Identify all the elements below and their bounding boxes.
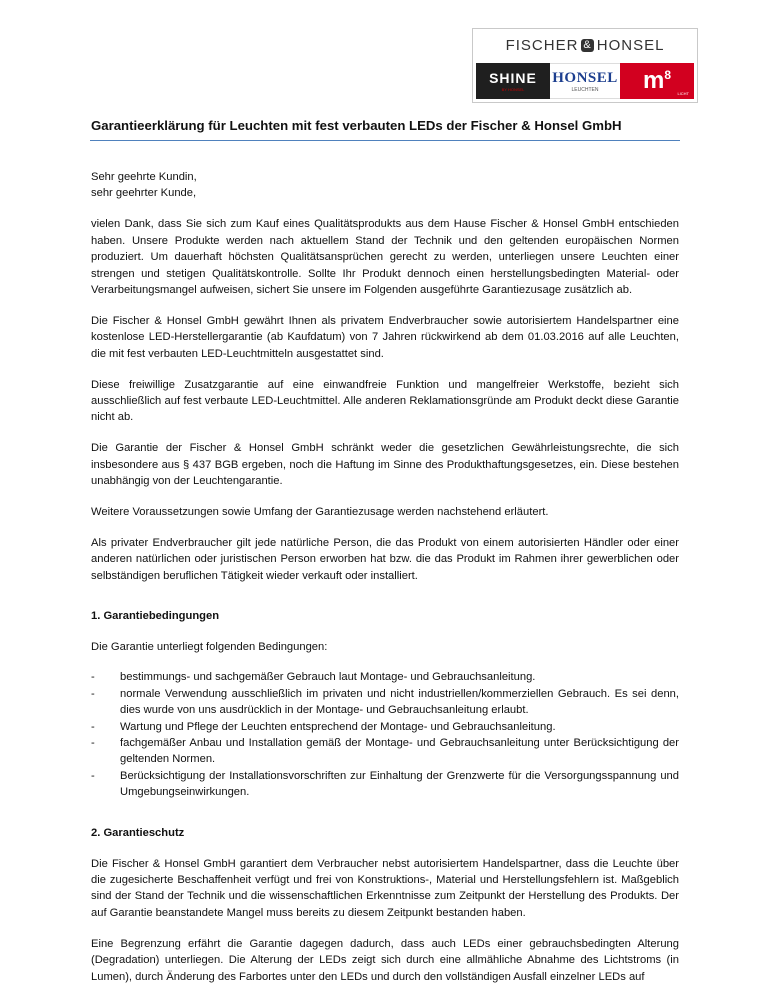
salutation-line: Sehr geehrte Kundin,: [91, 171, 197, 183]
list-item-text: Wartung und Pflege der Leuchten entsprechend der Montage- und Gebrauchsanleitung.: [120, 720, 556, 733]
list-item: [91, 719, 679, 735]
logo-text-honsel: HONSEL: [596, 36, 665, 54]
m8-logo-text: [643, 67, 671, 95]
m8-logo-superscript: 8: [664, 68, 672, 82]
salutation-line: sehr geehrter Kunde,: [91, 187, 197, 200]
document-title: Garantieerklärung für Leuchten mit fest verbauten LEDs der Fischer & Honsel GmbH: [91, 118, 622, 133]
document-body: [91, 169, 679, 985]
bullet-dash: -: [91, 720, 95, 733]
m8-logo-subtext: LICHT: [677, 91, 689, 96]
list-item-text: bestimmungs- und sachgemäßer Gebrauch laut Montage- und Gebrauchsanleitung.: [120, 671, 536, 684]
section-heading: 2. Garantieschutz: [91, 826, 185, 839]
body-paragraph: Die Fischer & Honsel GmbH garantiert dem Verbraucher nebst autorisiertem Handelspartner, dass die Leuchte über die zugesicherte Beschaffenheit verfügt und frei von Konstruktions-, Material und Herstellungsfehlern ist. Maßgeblich sind der Stand der Technik und die wissenschaftlichen Erkenntnisse zum Zeitpunkt der Herstellung des Produkts. Der auf Garantie beanstandete Mangel muss bereits zu diesem Zeitpunkt bestanden haben.: [91, 857, 679, 919]
logo-text-fischer: FISCHER: [505, 36, 579, 54]
list-item: [91, 669, 679, 685]
body-paragraph: Eine Begrenzung erfährt die Garantie dagegen dadurch, dass auch LEDs einer gebrauchsbedingten Alterung (Degradation) unterliegen. Die Alterung der LEDs zeigt sich durch eine allmähliche Abnahme des Lichtstroms (in Lumen), durch Änderung des Farbortes unter den LEDs und durch den vollständigen Ausfall einzelner LEDs auf: [91, 937, 679, 983]
body-paragraph: Als privater Endverbraucher gilt jede natürliche Person, die das Produkt von einem autorisierten Händler oder einer anderen natürlichen oder juristischen Person erworben hat bzw. die das Produkt im Rahmen ihrer gewerblichen oder selbständigen beruflichen Tätigkeit wieder verkauft oder installiert.: [91, 536, 679, 582]
bullet-dash: -: [91, 737, 95, 750]
company-logo: [472, 28, 698, 103]
honsel-logo-subtext: LEUCHTEN: [571, 86, 599, 93]
fischer-honsel-logo: [473, 29, 697, 61]
m8-licht-logo: [620, 63, 694, 99]
list-item: [91, 735, 679, 768]
list-item-text: normale Verwendung ausschließlich im privaten und nicht industriellen/kommerziellen Gebrauch. Es sei denn, dies wurde von uns ausdrücklich in der Montage- und Gebrauchsanleitung erlaubt.: [120, 687, 679, 717]
conditions-list: [91, 669, 679, 800]
honsel-logo-text: HONSEL: [552, 69, 618, 86]
shine-logo-text: SHINE: [489, 70, 537, 86]
section-intro: Die Garantie unterliegt folgenden Bedingungen:: [91, 641, 328, 654]
bullet-dash: -: [91, 769, 95, 782]
list-item: [91, 768, 679, 801]
body-paragraph: Weitere Voraussetzungen sowie Umfang der Garantiezusage werden nachstehend erläutert.: [91, 506, 549, 518]
bullet-dash: -: [91, 687, 95, 700]
list-item-text: Berücksichtigung der Installationsvorschriften zur Einhaltung der Grenzwerte für die Versorgungsspannung und Umgebungseinwirkungen.: [120, 769, 679, 799]
honsel-leuchten-logo: [550, 63, 620, 99]
shine-logo: [476, 63, 550, 99]
body-paragraph: vielen Dank, dass Sie sich zum Kauf eines Qualitätsprodukts aus dem Hause Fischer & Honsel GmbH entschieden haben. Unsere Produkte werden nach aktuellem Stand der Technik und den geltenden europäischen Normen produziert. Um dauerhaft höchsten Qualitätsansprüchen gerecht zu werden, unterliegen unsere Leuchten einer strengen und stetigen Qualitätskontrolle. Sollte Ihr Produkt dennoch einen herstellungsbedingten Material- oder Verarbeitungsmangel aufweisen, sichert Sie unsere im Folgenden ausgeführte Garantiezusage zusätzlich ab.: [91, 218, 679, 296]
body-paragraph: Die Fischer & Honsel GmbH gewährt Ihnen als privatem Endverbraucher sowie autorisiertem Handelspartner eine kostenlose LED-Herstellergarantie (ab Kaufdatum) von 7 Jahren rückwirkend ab dem 01.03.2016 auf alle Leuchten, die mit fest verbauten LED-Leuchtmitteln ausgestattet sind.: [91, 314, 679, 360]
bullet-dash: -: [91, 671, 95, 684]
list-item-text: fachgemäßer Anbau und Installation gemäß der Montage- und Gebrauchsanleitung unter Berücksichtigung der geltenden Normen.: [120, 737, 679, 766]
body-paragraph: Diese freiwillige Zusatzgarantie auf eine einwandfreie Funktion und mangelfreier Werkstoffe, bezieht sich ausschließlich auf fest verbaute LED-Leuchtmittel. Alle anderen Reklamationsgründe am Produkt deckt diese Garantie nicht ab.: [91, 378, 679, 424]
logo-ampersand: &: [583, 38, 592, 51]
section-heading: 1. Garantiebedingungen: [91, 610, 220, 623]
shine-logo-subtext: BY HONSEL: [501, 87, 525, 92]
m8-logo-letter: m: [642, 67, 665, 94]
title-divider: [90, 140, 680, 141]
body-paragraph: Die Garantie der Fischer & Honsel GmbH schränkt weder die gesetzlichen Gewährleistungsrechte, die sich insbesondere aus § 437 BGB ergeben, noch die Haftung im Sinne des Produkthaftungsgesetzes, ein. Diese bestehen unabhängig von der Leuchtengarantie.: [91, 442, 679, 488]
list-item: [91, 686, 679, 719]
salutation: [91, 169, 679, 202]
